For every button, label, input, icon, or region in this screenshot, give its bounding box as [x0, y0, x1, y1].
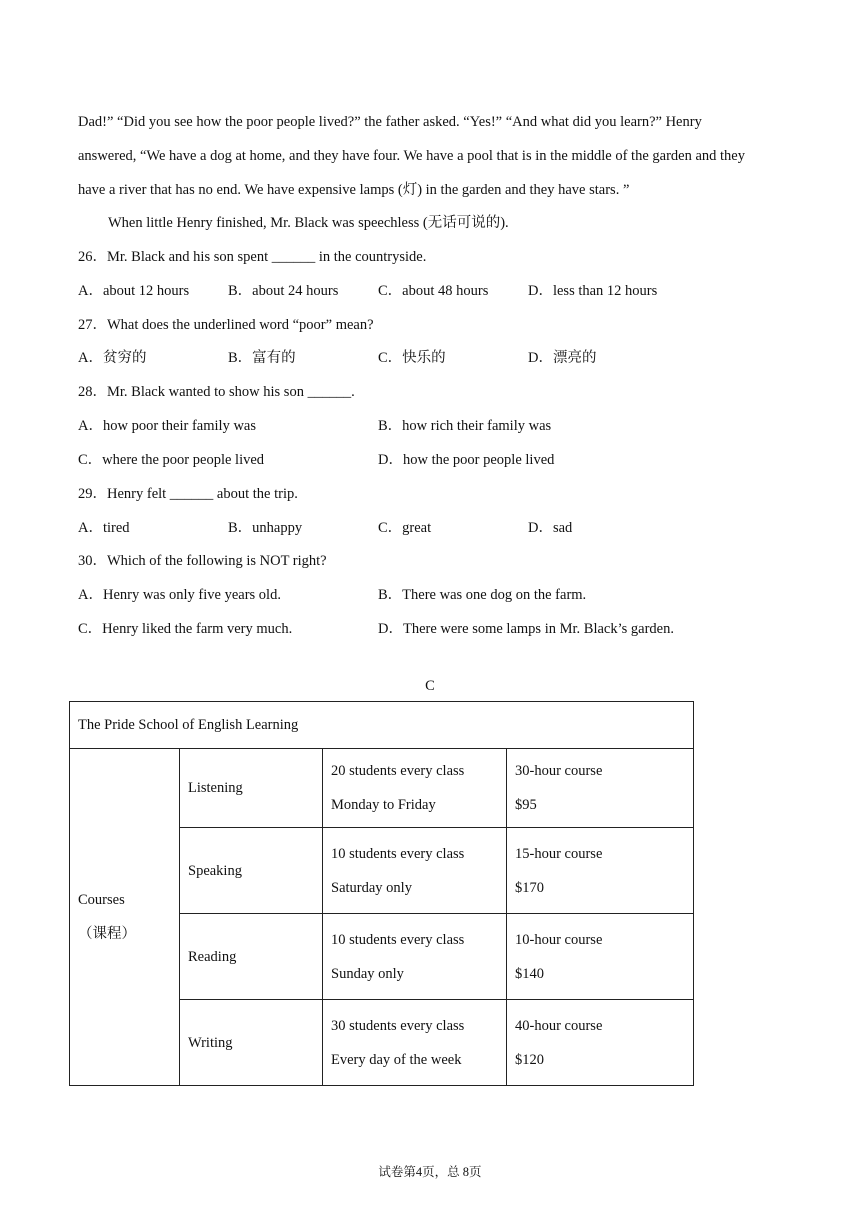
class-size: 30 students every class [331, 1017, 465, 1034]
course-info-cell [507, 1000, 694, 1086]
course-price: $120 [515, 1051, 544, 1068]
question-stem: 30．Which of the following is NOT right? [78, 553, 327, 569]
class-info-cell [323, 828, 507, 914]
row-header-cell [70, 749, 180, 1086]
option-a: A．how poor their family was [78, 418, 256, 434]
passage-line: have a river that has no end. We have expensive lamps (灯) in the garden and they have stars. ” [78, 182, 630, 198]
option-b: B．about 24 hours [228, 283, 339, 299]
option-d: D．sad [528, 520, 573, 536]
course-hours: 15-hour course [515, 845, 603, 862]
question-stem: 26．Mr. Black and his son spent ______ in the countryside. [78, 249, 427, 265]
table-title-row [70, 702, 694, 749]
option-a: A．贫穷的 [78, 350, 147, 366]
course-name: Speaking [180, 828, 323, 914]
option-d: D．less than 12 hours [528, 283, 658, 299]
option-a: A．Henry was only five years old. [78, 587, 281, 603]
option-c: C．快乐的 [378, 350, 446, 366]
class-info-cell [323, 1000, 507, 1086]
course-price: $95 [515, 797, 537, 813]
option-d: D．how the poor people lived [378, 452, 555, 468]
option-b: B．富有的 [228, 350, 296, 366]
class-size: 20 students every class [331, 763, 465, 779]
option-a: A．tired [78, 520, 130, 536]
option-c: C．about 48 hours [378, 283, 489, 299]
question-stem: 29．Henry felt ______ about the trip. [78, 486, 298, 502]
option-d: D．There were some lamps in Mr. Black’s garden. [378, 621, 674, 637]
course-info-cell [507, 828, 694, 914]
question-stem: 27．What does the underlined word “poor” mean? [78, 317, 374, 333]
courses-table [69, 701, 694, 1086]
option-b: B．unhappy [228, 520, 303, 536]
class-schedule: Saturday only [331, 879, 412, 896]
course-price: $170 [515, 879, 544, 896]
class-schedule: Sunday only [331, 965, 404, 982]
course-info-cell [507, 749, 694, 828]
passage-line: answered, “We have a dog at home, and they have four. We have a pool that is in the middle of the garden and they [78, 148, 745, 164]
course-info-cell [507, 914, 694, 1000]
course-name: Listening [180, 749, 323, 828]
course-hours: 10-hour course [515, 931, 603, 948]
passage-line: Dad!” “Did you see how the poor people lived?” the father asked. “Yes!” “And what did you learn?” Henry [78, 114, 702, 130]
course-price: $140 [515, 965, 544, 982]
course-name: Writing [180, 1000, 323, 1086]
row-header-label: Courses [78, 892, 125, 908]
table-row [70, 749, 694, 828]
question-stem: 28．Mr. Black wanted to show his son ______. [78, 384, 355, 400]
option-c: C．great [378, 520, 432, 536]
table-title: The Pride School of English Learning [70, 702, 694, 749]
course-hours: 30-hour course [515, 763, 603, 779]
option-b: B．how rich their family was [378, 418, 552, 434]
option-a: A．about 12 hours [78, 283, 190, 299]
option-d: D．漂亮的 [528, 350, 597, 366]
option-c: C．Henry liked the farm very much. [78, 621, 293, 637]
option-c: C．where the poor people lived [78, 452, 265, 468]
course-hours: 40-hour course [515, 1017, 603, 1034]
page-footer: 试卷第4页，总 8页 [378, 1165, 482, 1179]
row-header-label-cn: （课程） [78, 926, 136, 942]
class-size: 10 students every class [331, 931, 465, 948]
class-info-cell [323, 914, 507, 1000]
option-b: B．There was one dog on the farm. [378, 587, 587, 603]
class-info-cell [323, 749, 507, 828]
course-name: Reading [180, 914, 323, 1000]
class-size: 10 students every class [331, 845, 465, 862]
section-label: C [425, 678, 435, 694]
class-schedule: Monday to Friday [331, 797, 436, 813]
class-schedule: Every day of the week [331, 1051, 462, 1068]
passage-line: When little Henry finished, Mr. Black was speechless (无话可说的). [108, 215, 509, 231]
